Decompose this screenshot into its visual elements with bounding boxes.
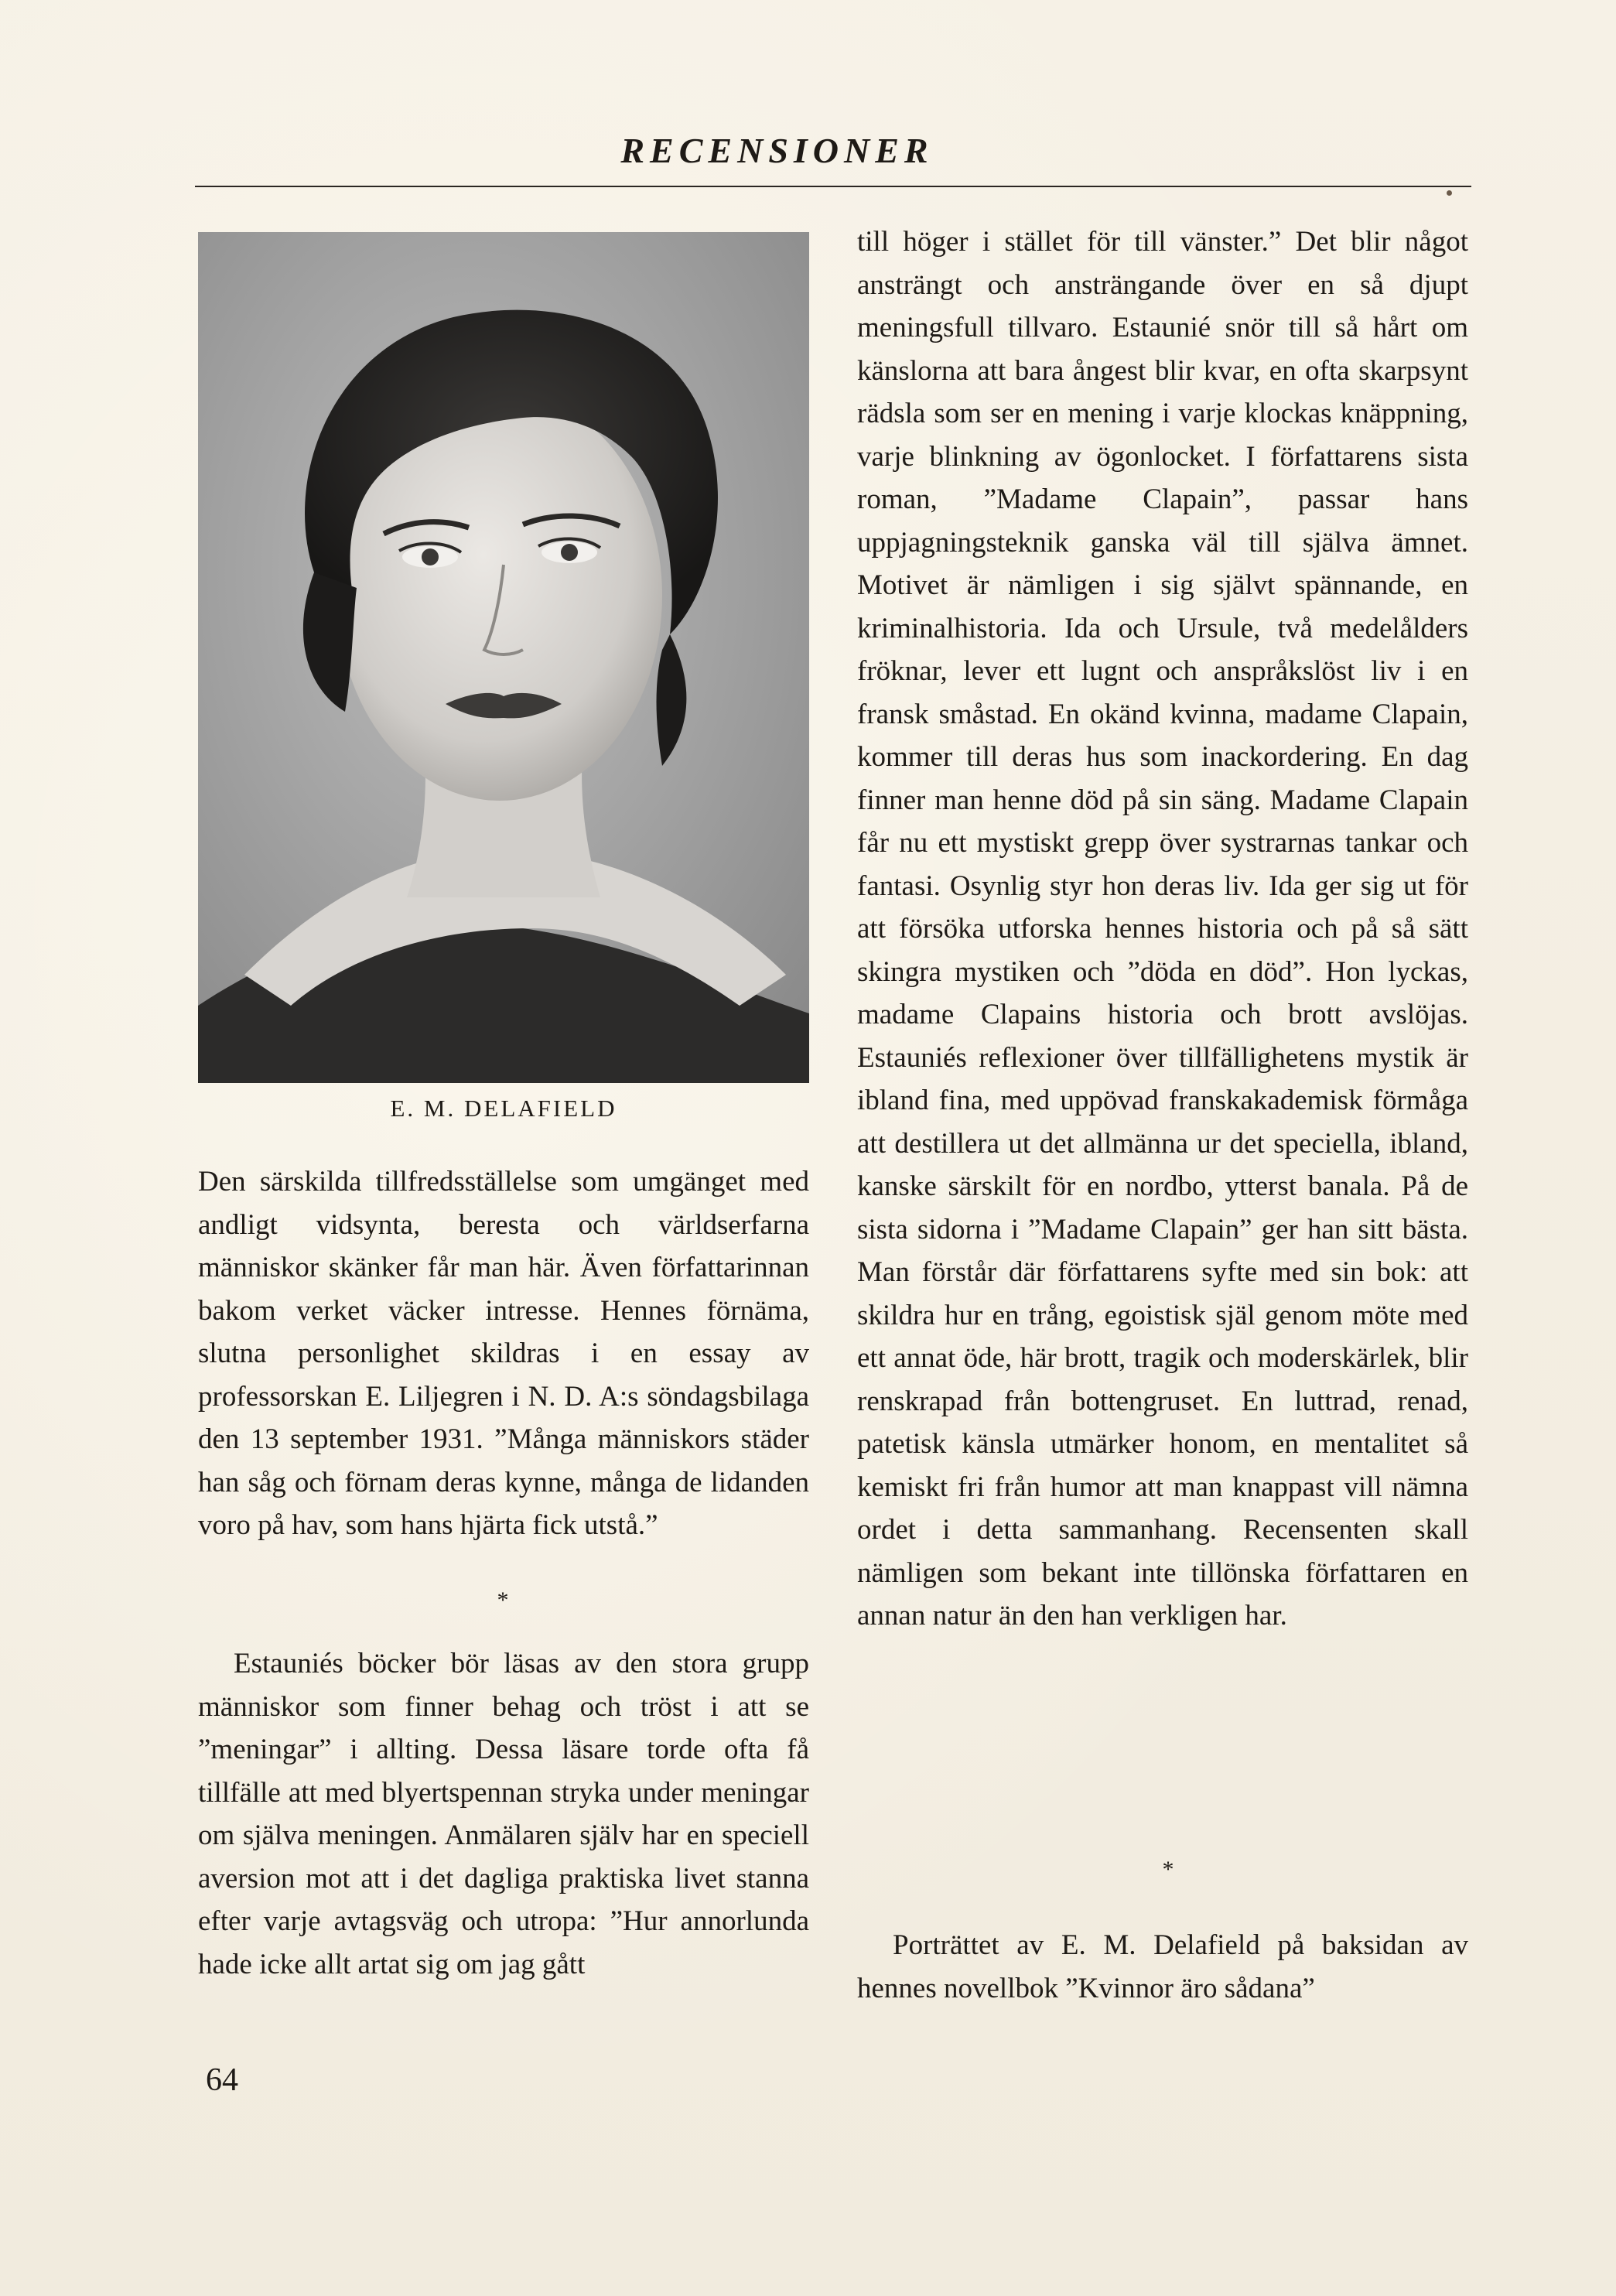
left-paragraph-2-text: Estauniés böcker bör läsas av den stora grupp människor som finner behag och tröst i att se ”meningar” i allting. Dessa läsare torde ofta få tillfälle att med blyertspennan stryka under meningar om själva meningen. Anmälaren själv har en speciell aversion mot att i det dagliga praktiska livet stanna efter varje avtagsväg och utropa: ”Hur annorlunda hade icke allt artat sig om jag gått (198, 1648, 809, 1980)
portrait-photo (198, 232, 809, 1083)
portrait-illustration (198, 232, 809, 1083)
section-separator-left: * (497, 1587, 509, 1613)
section-separator-right: * (1162, 1857, 1174, 1882)
running-title: RECENSIONER (620, 131, 934, 170)
right-column-paragraph-2 (857, 1924, 1468, 2010)
right-column-paragraph-1 (857, 220, 1468, 1638)
rule-dot (1447, 190, 1452, 196)
left-paragraph-1-text: Den särskilda tillfredsställelse som umgänget med andligt vidsynta, beresta och världserfarna människor skänker får man här. Även författarinnan bakom verket väcker intresse. Hennes förnäma, slutna personlighet skildras i en essay av professorskan E. Liljegren i N. D. A:s söndagsbilaga den 13 september 1931. ”Många människors städer han såg och förnam deras kynne, många de lidanden voro på hav, som hans hjärta fick utstå.” (198, 1166, 809, 1541)
header-rule (195, 186, 1471, 187)
portrait-caption: E. M. DELAFIELD (390, 1095, 617, 1122)
left-column-paragraph-1 (198, 1160, 809, 1547)
right-paragraph-1-text: till höger i stället för till vänster.” Det blir något ansträngt och ansträngande över en så djupt meningsfull tillvaro. Estaunié snör till så hårt om känslorna att bara ångest blir kvar, en ofta skarpsynt rädsla som ser en mening i varje klockas knäppning, varje blinkning av ögonlocket. I författarens sista roman, ”Madame Clapain”, passar hans uppjagningsteknik ganska väl till själva ämnet. Motivet är nämligen i sig självt spännande, en kriminalhistoria. Ida och Ursule, två medelålders fröknar, lever ett lugnt och anspråkslöst liv i en fransk småstad. En okänd kvinna, madame Clapain, kommer till deras hus som inackordering. En dag finner man henne död på sin säng. Madame Clapain får nu ett mystiskt grepp över systrarnas tankar och fantasi. Osynlig styr hon deras liv. Ida ger sig ut för att försöka utforska hennes historia och på så sätt skingra mystiken och ”döda en död”. Hon lyckas, madame Clapains historia och brott avslöjas. Estauniés reflexioner över tillfällighetens mystik är ibland fina, med uppövad franskakademisk förmåga att destillera ut det allmänna ur det speciella, ibland, kanske särskilt för en nordbo, ytterst banala. På de sista sidorna i ”Madame Clapain” ger han sitt bästa. Man förstår där författarens syfte med sin bok: att skildra hur en trång, egoistisk själ genom möte med ett annat öde, här brott, tragik och moderskärlek, blir renskrapad från bottengruset. En luttrad, renad, patetisk känsla utmärker honom, en mentalitet så kemiskt fri från humor att man knappast vill nämna ordet i detta sammanhang. Recensenten skall nämligen som bekant inte tillönska författaren en annan natur än den han verkligen har. (857, 226, 1468, 1631)
left-column-paragraph-2 (198, 1642, 809, 1986)
page-number: 64 (206, 2062, 238, 2098)
right-paragraph-2-text: Porträttet av E. M. Delafield på baksidan av hennes novellbok ”Kvinnor äro sådana” (857, 1929, 1468, 2004)
